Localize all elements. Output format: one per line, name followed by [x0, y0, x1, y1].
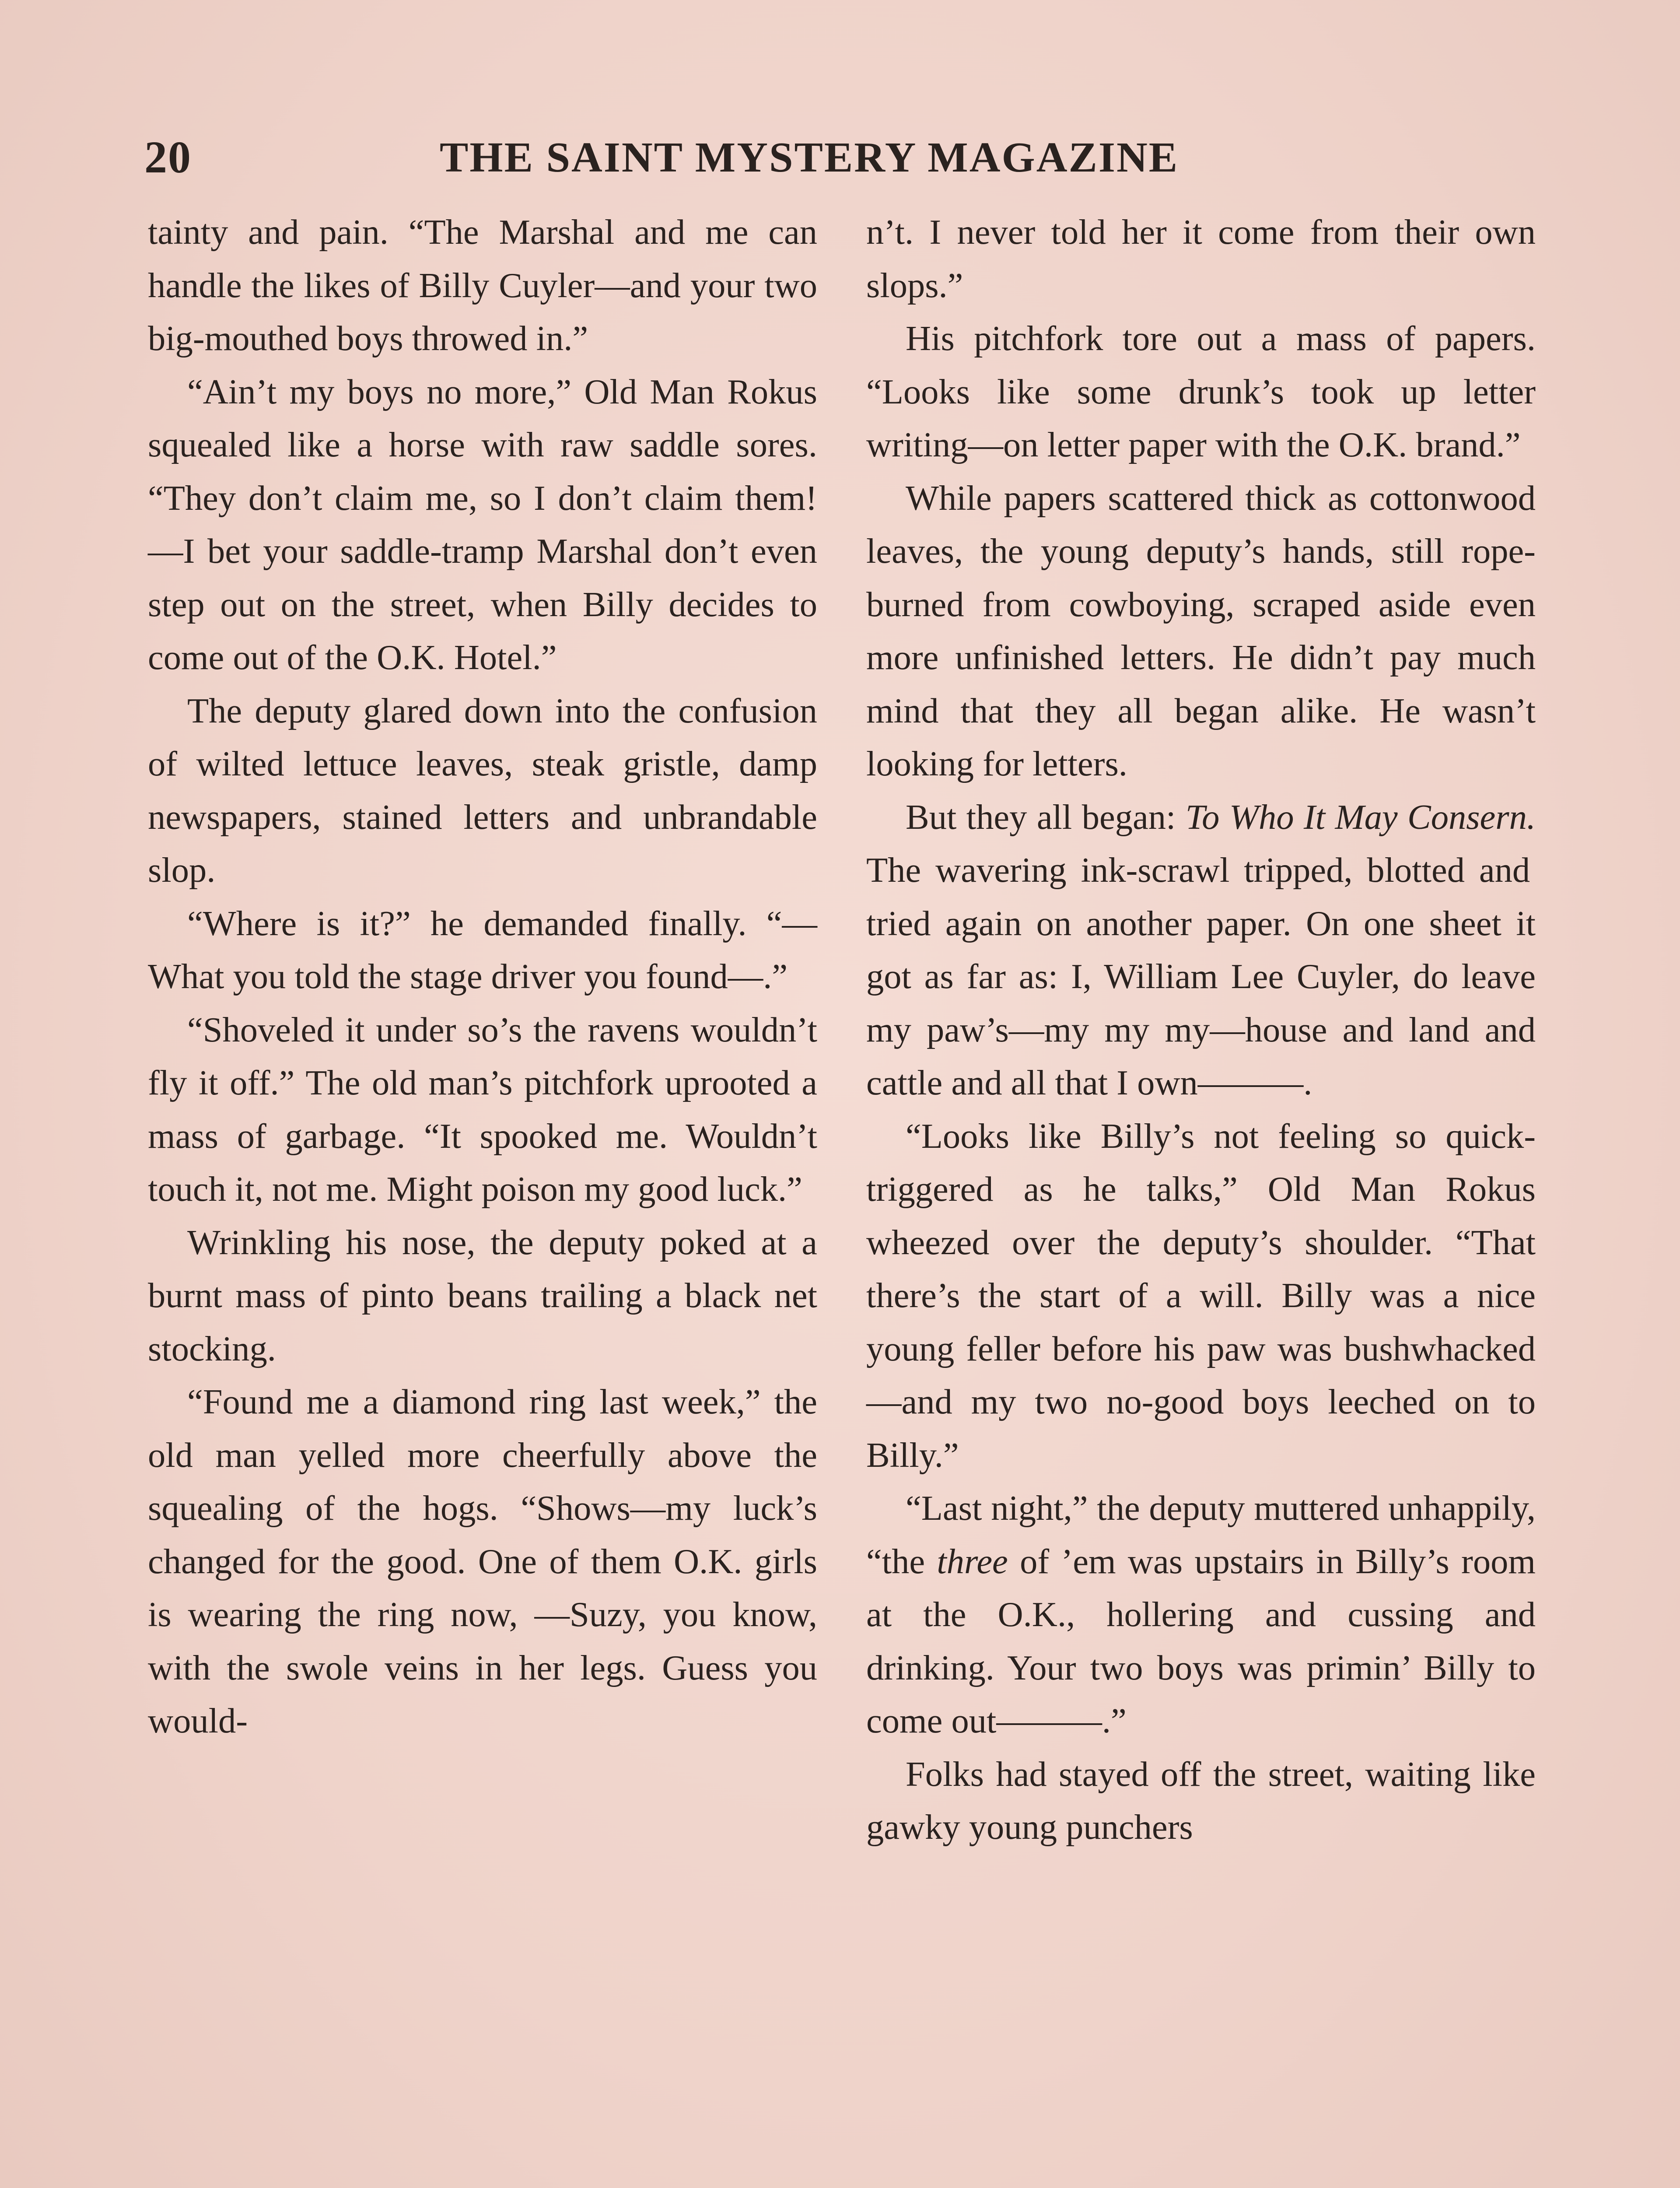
page-header	[144, 127, 1247, 188]
italic-text: To Who It May Consern.	[1185, 797, 1536, 837]
paragraph-text: But they all began:	[906, 797, 1186, 837]
paragraph-text: “Last night,” the deputy muttered unhappily, “the	[866, 1489, 1536, 1581]
paragraph: “Looks like Billy’s not feeling so quick-triggered as he talks,” Old Man Rokus wheezed over the deputy’s shoulder. “That there’s the start of a will. Billy was a nice young feller before his paw was bushwhacked—and my two no-good boys leeched on to Billy.”	[866, 1116, 1536, 1475]
paragraph	[866, 791, 1536, 1110]
paragraph: The deputy glared down into the confusion of wilted lettuce leaves, steak gristle, damp newspapers, stained letters and unbrandable slop.	[148, 691, 817, 890]
paragraph: While papers scattered thick as cottonwood leaves, the young deputy’s hands, still rope-burned from cowboying, scraped aside even more unfinished letters. He didn’t pay much mind that they all began alike. He wasn’t looking for letters.	[866, 478, 1536, 783]
paragraph: Wrinkling his nose, the deputy poked at a burnt mass of pinto beans trailing a black net stocking.	[148, 1223, 817, 1368]
right-column	[866, 206, 1536, 1854]
paragraph: His pitchfork tore out a mass of papers. “Looks like some drunk’s took up letter writing—on letter paper with the O.K. brand.”	[866, 319, 1536, 464]
paragraph: tainty and pain. “The Marshal and me can handle the likes of Billy Cuyler—and your two big-mouthed boys throwed in.”	[148, 213, 817, 358]
italic-text: three	[937, 1542, 1008, 1581]
paragraph: “Found me a diamond ring last week,” the old man yelled more cheerfully above the squealing of the hogs. “Shows—my luck’s changed for the good. One of them O.K. girls is wearing the ring now, —Suzy, you know, with the swole veins in her legs. Guess you would-	[148, 1382, 817, 1740]
paragraph	[866, 1482, 1536, 1748]
paragraph: “Where is it?” he demanded finally. “—What you told the stage driver you found—.”	[148, 904, 817, 996]
paragraph: “Ain’t my boys no more,” Old Man Rokus squealed like a horse with raw saddle sores. “They don’t claim me, so I don’t claim them!—I bet your saddle-tramp Marshal don’t even step out on the street, when Billy decides to come out of the O.K. Hotel.”	[148, 372, 817, 677]
magazine-title: THE SAINT MYSTERY MAGAZINE	[440, 134, 1179, 181]
page-number: 20	[144, 132, 192, 182]
paragraph: “Shoveled it under so’s the ravens wouldn’t fly it off.” The old man’s pitchfork uprooted a mass of garbage. “It spooked me. Wouldn’t touch it, not me. Might poison my good luck.”	[148, 1010, 817, 1209]
paragraph: Folks had stayed off the street, waiting like gawky young punchers	[866, 1754, 1536, 1847]
left-column	[148, 206, 817, 1748]
paragraph: n’t. I never told her it come from their own slops.”	[866, 213, 1536, 305]
paragraph-text: of ’em was upstairs in Billy’s room at the O.K., hollering and cussing and drinking. Your two boys was primin’ Billy to come out———.”	[866, 1542, 1536, 1740]
paragraph-text: The wavering ink-scrawl tripped, blotted and tried again on another paper. On one sheet it got as far as: I, William Lee Cuyler, do leave my paw’s—my my my—house and land and cattle and all that I own———.	[866, 851, 1536, 1102]
